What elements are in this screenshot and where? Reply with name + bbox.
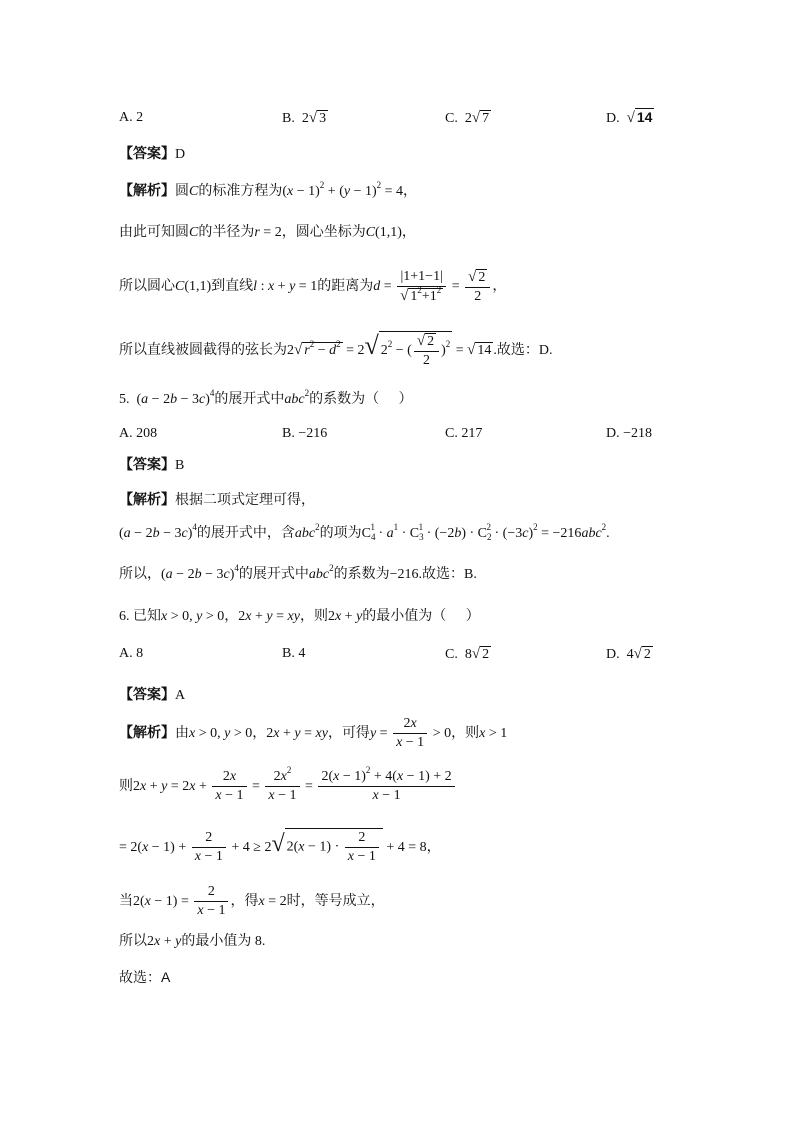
answer-value: A: [175, 688, 186, 703]
q5-analysis-line2: $(a - 2b - 3c)^4$的展开式中，含abc$^2$的项为$C_4^1 \cdot a^1 \cdot C_3^1 \cdot (-2b) \cdot C_2^2 \cdot (-3c)^2 = -216abc^2$.: [119, 522, 610, 542]
q4-analysis-line1: 【解析】圆C的标准方程为$(x - 1)^2 + (y - 1)^2 = 4$，: [119, 180, 418, 199]
q5-analysis-line3: 所以，$(a - 2b - 3c)^4$的展开式中abc$^2$的系数为−216.故选：B.: [119, 563, 477, 582]
q6-analysis-line6: 故选：A: [119, 969, 171, 985]
q4-analysis-line4: 所以直线被圆截得的弦长为2√ $r^2 - d^2 = 2√$ $2^2$ − ( $\frac{√ 2}{2}$ )$^2$ = √ 14 .故选：D.: [119, 331, 553, 368]
answer-value: B: [175, 458, 185, 473]
q4-analysis-line2: 由此可知圆C的半径为r = 2，圆心坐标为C(1,1)，: [119, 223, 416, 240]
q4-answer: [119, 143, 185, 165]
q5-analysis-text: 根据二项式定理可得，: [175, 491, 315, 507]
analysis-tag: 【解析】: [119, 724, 175, 740]
q4-option-b: B. 2√ 3: [282, 110, 327, 126]
q6-option-a: A. 8: [119, 646, 144, 661]
answer-tag: 【答案】: [119, 145, 175, 161]
q5-option-a: A. 208: [119, 426, 158, 441]
q5-option-c: C. 217: [445, 426, 483, 441]
q6-analysis-line3: = 2(x − 1) + $\frac{2}{x - 1}$ + 4 ≥ 2√ 2(x − 1) · $\frac{2}{x - 1}$ + 4 = 8，: [119, 830, 441, 865]
q6-analysis-line2: 则2x + y = 2x + $\frac{2x}{x - 1}$ = $\frac{2x^2}{x - 1}$ = $\frac{2(x - 1)^2 + 4(x - 1) + 2}{x - 1}$: [119, 765, 457, 807]
q4-option-a: A. 2: [119, 110, 144, 125]
q4-analysis-line3: 所以圆心C(1,1)到直线l : x + y = 1的距离为d = $\frac{|1+1-1|}{√ 1^2+1^2}$ = $\frac{√ 2}{2}$ ，: [119, 268, 507, 304]
q6-analysis-line4: 当2(x − 1) = $\frac{2}{x - 1}$ ，得x = 2时，等号成立，: [119, 884, 385, 919]
q4-option-c: C. 2√ 7: [445, 110, 490, 126]
q6-answer: [119, 684, 185, 706]
q5-option-d: D. −218: [606, 426, 653, 441]
q6-option-c: C. 8√ 2: [445, 646, 490, 662]
q6-analysis-line5: 所以2x + y的最小值为 8.: [119, 932, 266, 949]
answer-tag: 【答案】: [119, 686, 175, 702]
q6-option-d: D. 4√ 2: [606, 646, 651, 662]
q6-stem: 6. 已知x > 0, y > 0，2x + y = xy，则2x + y的最小值为（ ）: [119, 607, 480, 624]
q5-stem: 5. $(a - 2b - 3c)^4$的展开式中abc$^2$的系数为（ ）: [119, 388, 413, 407]
analysis-tag: 【解析】: [119, 182, 175, 198]
analysis-tag: 【解析】: [119, 491, 175, 507]
answer-value: D: [175, 147, 186, 162]
q4-option-d: D. √ 14: [606, 109, 653, 126]
q5-option-b: B. −216: [282, 426, 328, 441]
q5-answer: [119, 454, 184, 476]
q6-option-b: B. 4: [282, 646, 306, 661]
answer-tag: 【答案】: [119, 456, 175, 472]
q5-analysis-line1: [119, 489, 315, 511]
q6-analysis-line1: 【解析】由x > 0, y > 0，2x + y = xy，可得y = $\frac{2x}{x - 1}$ > 0，则x > 1: [119, 716, 508, 751]
